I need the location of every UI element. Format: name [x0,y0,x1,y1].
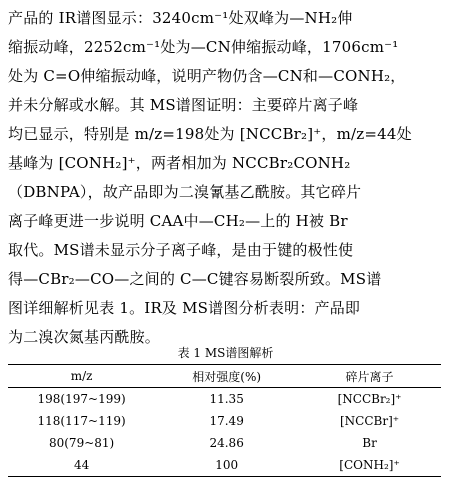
text-line: 处为 C=O伸缩振动峰，说明产物仍含—CN和—CONH₂， [8,67,406,85]
cell-intensity: 100 [215,458,239,472]
cell-intensity: 17.49 [209,414,244,428]
text-line: 缩振动峰，2252cm⁻¹处为—CN伸缩振动峰，1706cm⁻¹ [8,38,399,56]
table-row [8,388,441,411]
text-line: 并未分解或水解。其 MS谱图证明：主要碎片离子峰 [8,96,359,114]
table-row [8,410,441,432]
text-line: 均已显示，特别是 m/z=198处为 [NCCBr₂]⁺，m/z=44处 [8,125,412,143]
cell-mz: 80(79~81) [48,436,115,450]
text-line: （DBNPA），故产品即为二溴氰基乙酰胺。其它碎片 [8,183,362,201]
cell-mz: 44 [73,458,90,472]
text-line: 得—CBr₂—CO—之间的 C—C键容易断裂所致。MS谱 [8,270,382,288]
text-line: 基峰为 [CONH₂]⁺，两者相加为 NCCBr₂CONH₂ [8,154,351,172]
cell-intensity: 11.35 [209,392,244,406]
cell-fragment: [NCCBr]⁺ [339,414,400,428]
header-mz: m/z [70,369,93,383]
cell-intensity: 24.86 [209,436,244,450]
header-fragment-ion: 碎片离子 [345,369,394,384]
text-line: 产品的 IR谱图显示：3240cm⁻¹处双峰为—NH₂伸 [8,9,353,27]
cell-mz: 118(117~119) [37,414,126,428]
text-line: 图详细解析见表 1。IR及 MS谱图分析表明：产品即 [8,299,361,317]
header-relative-intensity: 相对强度(%) [192,369,262,384]
table-caption: 表 1 MS谱图解析 [177,346,274,360]
table-header-row [8,365,441,388]
cell-fragment: [NCCBr₂]⁺ [337,392,402,406]
table-row [8,432,441,454]
cell-fragment: [CONH₂]⁺ [339,458,400,472]
ms-spectrum-table [8,364,441,477]
text-line: 为二溴次氮基丙酰胺。 [8,328,161,346]
cell-fragment: Br [362,436,377,450]
text-line: 离子峰更进一步说明 CAA中—CH₂—上的 H被 Br [8,212,348,230]
table-row [8,454,441,477]
text-line: 取代。MS谱未显示分子离子峰，是由于键的极性使 [8,241,354,259]
body-paragraph [8,4,444,352]
cell-mz: 198(197~199) [37,392,126,406]
